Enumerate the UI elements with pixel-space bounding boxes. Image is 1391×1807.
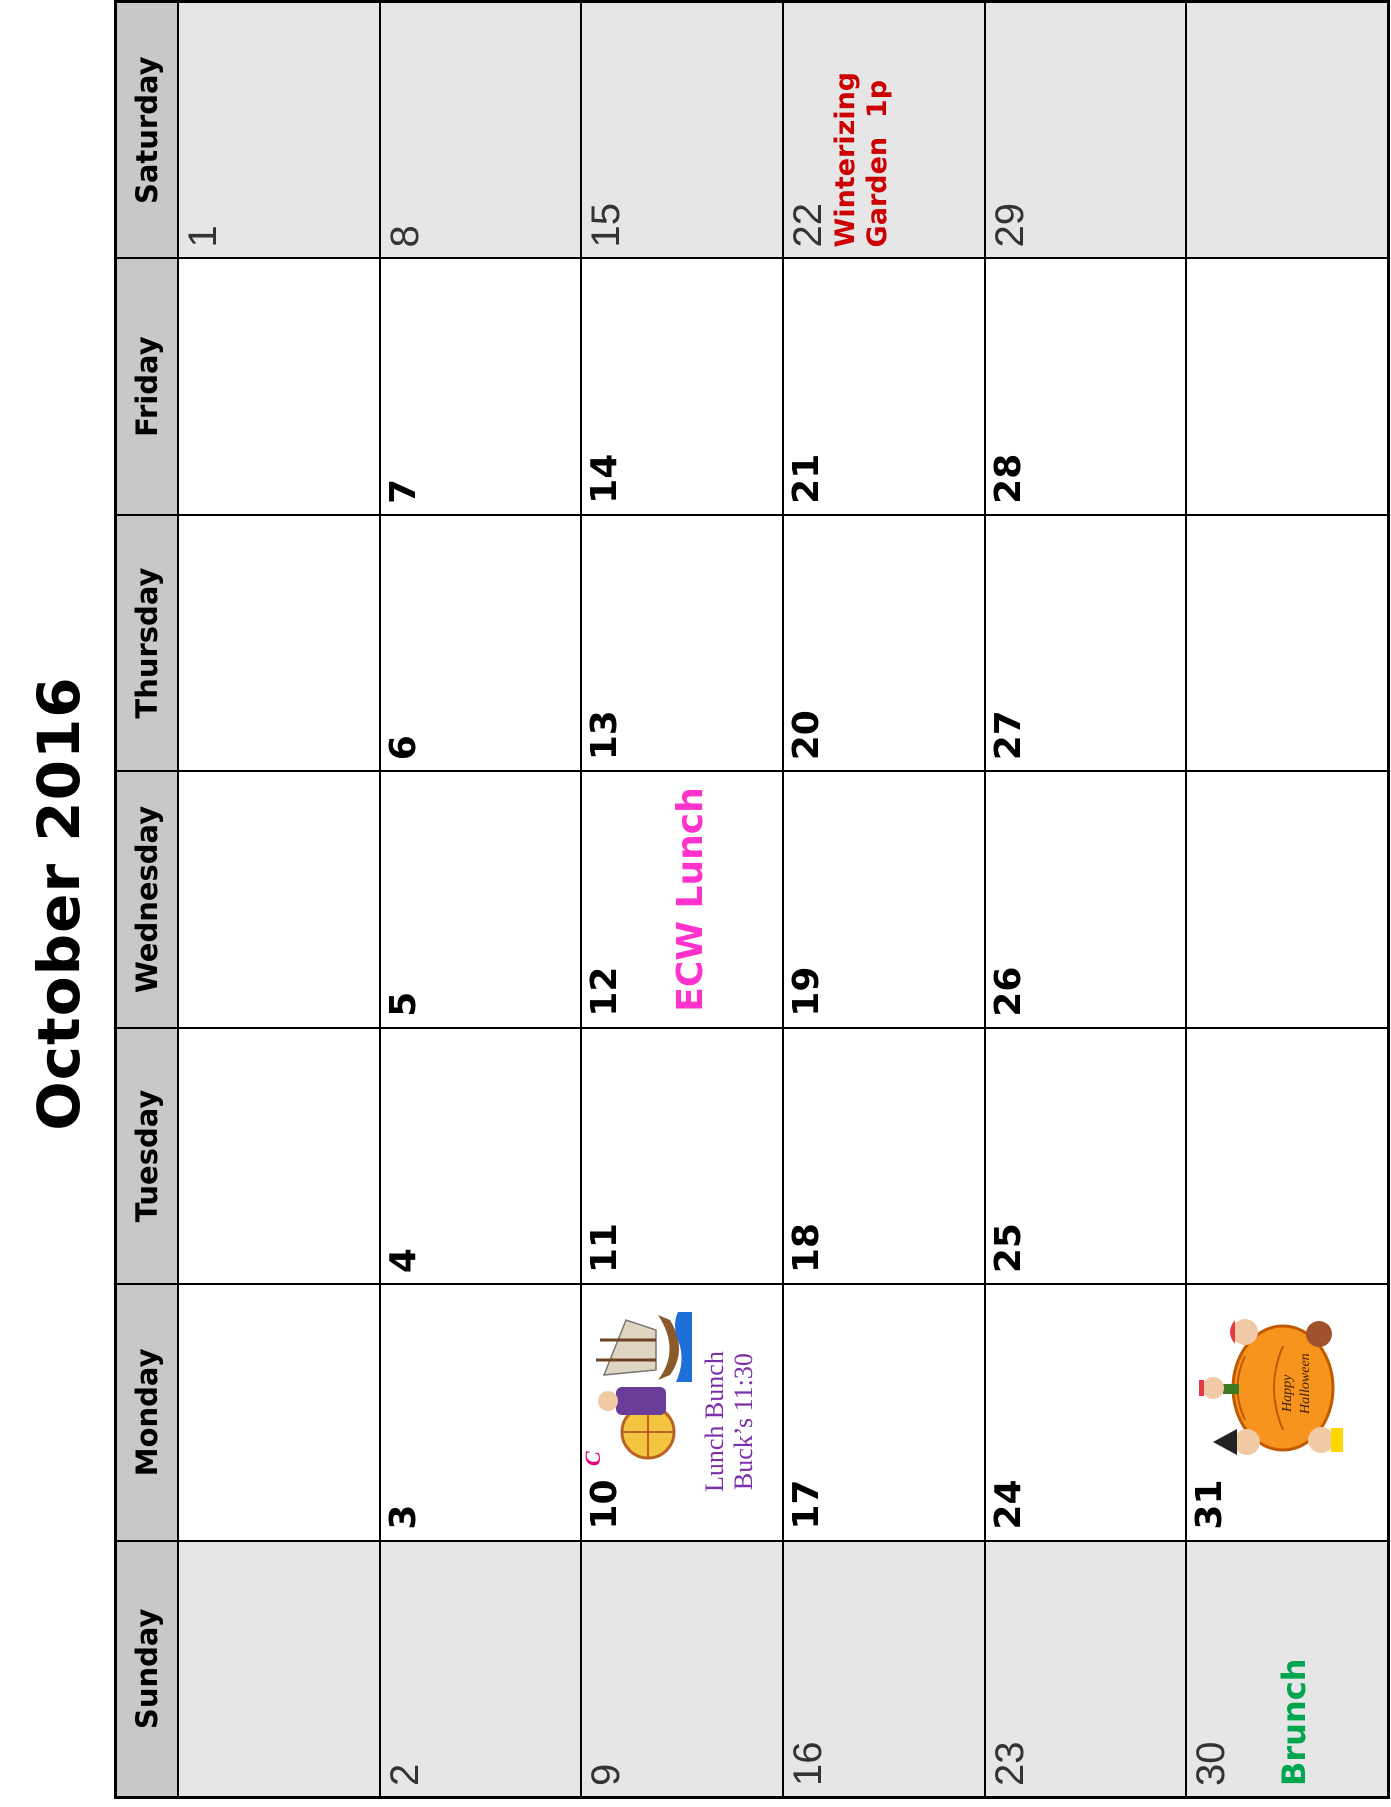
weekday-header-sunday: Sunday	[117, 1542, 177, 1796]
day-number: 6	[382, 735, 424, 761]
day-number: 16	[786, 1741, 830, 1786]
day-number: 23	[987, 1741, 1032, 1786]
event-brunch: Brunch	[1275, 1658, 1314, 1786]
day-number: 15	[584, 202, 629, 248]
day-number: 20	[786, 710, 827, 761]
day-cell	[784, 1285, 984, 1539]
day-number: 11	[584, 1223, 626, 1274]
svg-text:C: C	[580, 1450, 606, 1466]
day-cell	[381, 259, 581, 513]
day-cell	[986, 516, 1186, 770]
day-number: 8	[382, 225, 427, 248]
event-lunch-bunch-time: Buck’s 11:30	[729, 1353, 759, 1491]
day-cell	[179, 3, 379, 257]
day-number: 5	[382, 991, 424, 1017]
day-cell	[986, 1285, 1186, 1539]
day-cell	[986, 259, 1186, 513]
day-number: 24	[987, 1479, 1029, 1530]
day-cell	[1187, 1029, 1387, 1283]
event-winterizing-garden: Winterizing Garden 1p	[830, 71, 893, 248]
weekday-header-friday: Friday	[117, 259, 177, 513]
weekday-header-wednesday: Wednesday	[117, 772, 177, 1026]
day-cell	[179, 516, 379, 770]
day-cell	[784, 1542, 984, 1796]
day-cell	[784, 772, 984, 1026]
day-number: 13	[584, 710, 626, 761]
day-cell	[1187, 3, 1387, 257]
day-cell	[582, 259, 782, 513]
day-cell	[784, 1029, 984, 1283]
day-cell	[582, 1029, 782, 1283]
day-cell	[179, 1285, 379, 1539]
weekday-header-tuesday: Tuesday	[117, 1029, 177, 1283]
day-number: 12	[584, 966, 626, 1017]
day-number: 29	[987, 202, 1032, 248]
day-cell	[986, 1542, 1186, 1796]
day-number: 28	[987, 453, 1029, 504]
day-cell	[179, 1029, 379, 1283]
day-number: 19	[786, 966, 827, 1017]
day-cell	[1187, 259, 1387, 513]
day-cell	[1187, 772, 1387, 1026]
day-cell	[381, 1285, 581, 1539]
page-title: October 2016	[25, 676, 93, 1131]
day-number: 2	[382, 1763, 427, 1786]
day-cell	[784, 516, 984, 770]
day-number: 25	[987, 1223, 1029, 1274]
day-cell-oct-22	[784, 3, 984, 257]
day-cell	[381, 516, 581, 770]
day-number: 3	[382, 1504, 424, 1530]
day-number: 10	[584, 1479, 626, 1530]
day-number: 21	[786, 453, 827, 504]
event-ecw-lunch: ECW Lunch	[670, 787, 712, 1012]
columbus-day-clipart-icon	[580, 1310, 696, 1470]
day-number: 1	[181, 225, 225, 248]
day-number: 9	[584, 1763, 629, 1786]
day-number: 14	[584, 453, 626, 504]
event-lunch-bunch	[700, 1322, 758, 1522]
halloween-pumpkin-clipart-icon	[1195, 1310, 1345, 1470]
day-cell-oct-31	[1187, 1285, 1387, 1539]
day-cell	[179, 772, 379, 1026]
day-number: 7	[382, 478, 424, 504]
day-cell	[582, 3, 782, 257]
day-cell	[986, 3, 1186, 257]
day-cell	[582, 516, 782, 770]
day-cell	[179, 259, 379, 513]
day-cell	[986, 772, 1186, 1026]
day-cell-oct-12	[582, 772, 782, 1026]
day-cell	[784, 259, 984, 513]
svg-text:Happy: Happy	[1280, 1374, 1296, 1412]
svg-text:Halloween: Halloween	[1298, 1352, 1314, 1414]
day-cell	[381, 1542, 581, 1796]
event-lunch-bunch-title: Lunch Bunch	[700, 1351, 730, 1492]
weekday-header-thursday: Thursday	[117, 516, 177, 770]
day-cell	[381, 772, 581, 1026]
day-number: 26	[987, 966, 1029, 1017]
day-number: 30	[1189, 1741, 1234, 1786]
day-number: 27	[987, 710, 1029, 761]
day-cell-oct-30	[1187, 1542, 1387, 1796]
day-cell-oct-10	[582, 1285, 782, 1539]
day-cell	[179, 1542, 379, 1796]
weekday-header-saturday: Saturday	[117, 3, 177, 257]
calendar-grid	[114, 0, 1390, 1799]
day-number: 4	[382, 1248, 424, 1274]
day-cell	[381, 3, 581, 257]
day-cell	[381, 1029, 581, 1283]
day-cell	[986, 1029, 1186, 1283]
weekday-header-monday: Monday	[117, 1285, 177, 1539]
day-cell	[582, 1542, 782, 1796]
day-number: 18	[786, 1223, 827, 1274]
day-number: 22	[786, 202, 830, 248]
day-number: 17	[786, 1479, 827, 1530]
day-cell	[1187, 516, 1387, 770]
day-number: 31	[1189, 1479, 1231, 1530]
